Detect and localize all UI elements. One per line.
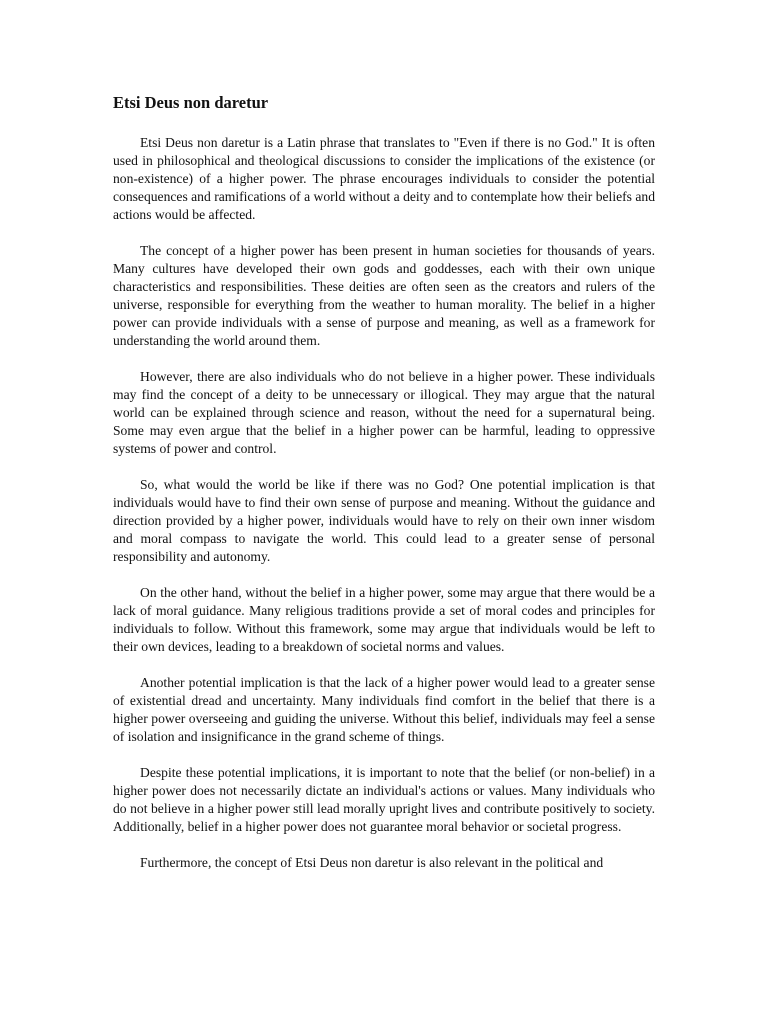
paragraph-5: On the other hand, without the belief in a higher power, some may argue that there would be a lack of moral guidance. Many religious traditions provide a set of moral codes and principles for individuals to follow. Without this framework, some may argue that individuals would be left to their own devices, leading to a breakdown of societal norms and values.: [113, 585, 655, 654]
paragraph-3: However, there are also individuals who do not believe in a higher power. These individuals may find the concept of a deity to be unnecessary or illogical. They may argue that the natural world can be explained through science and reason, without the need for a supernatural being. Some may even argue that the belief in a higher power can be harmful, leading to oppressive systems of power and control.: [113, 369, 655, 456]
paragraph-2: The concept of a higher power has been present in human societies for thousands of years. Many cultures have developed their own gods and goddesses, each with their own unique characteristics and responsibilities. These deities are often seen as the creators and rulers of the universe, responsible for everything from the weather to human morality. The belief in a higher power can provide individuals with a sense of purpose and meaning, as well as a framework for understanding the world around them.: [113, 243, 655, 348]
paragraph-6: Another potential implication is that the lack of a higher power would lead to a greater sense of existential dread and uncertainty. Many individuals find comfort in the belief that there is a higher power overseeing and guiding the universe. Without this belief, individuals may feel a sense of isolation and insignificance in the grand scheme of things.: [113, 675, 655, 744]
document-page: [113, 92, 655, 890]
paragraph-7: Despite these potential implications, it is important to note that the belief (or non-belief) in a higher power does not necessarily dictate an individual's actions or values. Many individuals who do not believe in a higher power still lead morally upright lives and contribute positively to society. Additionally, belief in a higher power does not guarantee moral behavior or societal progress.: [113, 765, 655, 834]
paragraph-8: Furthermore, the concept of Etsi Deus non daretur is also relevant in the political and: [140, 855, 604, 870]
paragraph-1: Etsi Deus non daretur is a Latin phrase that translates to "Even if there is no God." It is often used in philosophical and theological discussions to consider the implications of the existence (or non-existence) of a higher power. The phrase encourages individuals to consider the potential consequences and ramifications of a world without a deity and to contemplate how their beliefs and actions would be affected.: [113, 135, 655, 222]
paragraph-4: So, what would the world be like if there was no God? One potential implication is that individuals would have to find their own sense of purpose and meaning. Without the guidance and direction provided by a higher power, individuals would have to rely on their own inner wisdom and moral compass to navigate the world. This could lead to a greater sense of personal responsibility and autonomy.: [113, 477, 655, 564]
document-title: Etsi Deus non daretur: [113, 93, 269, 112]
